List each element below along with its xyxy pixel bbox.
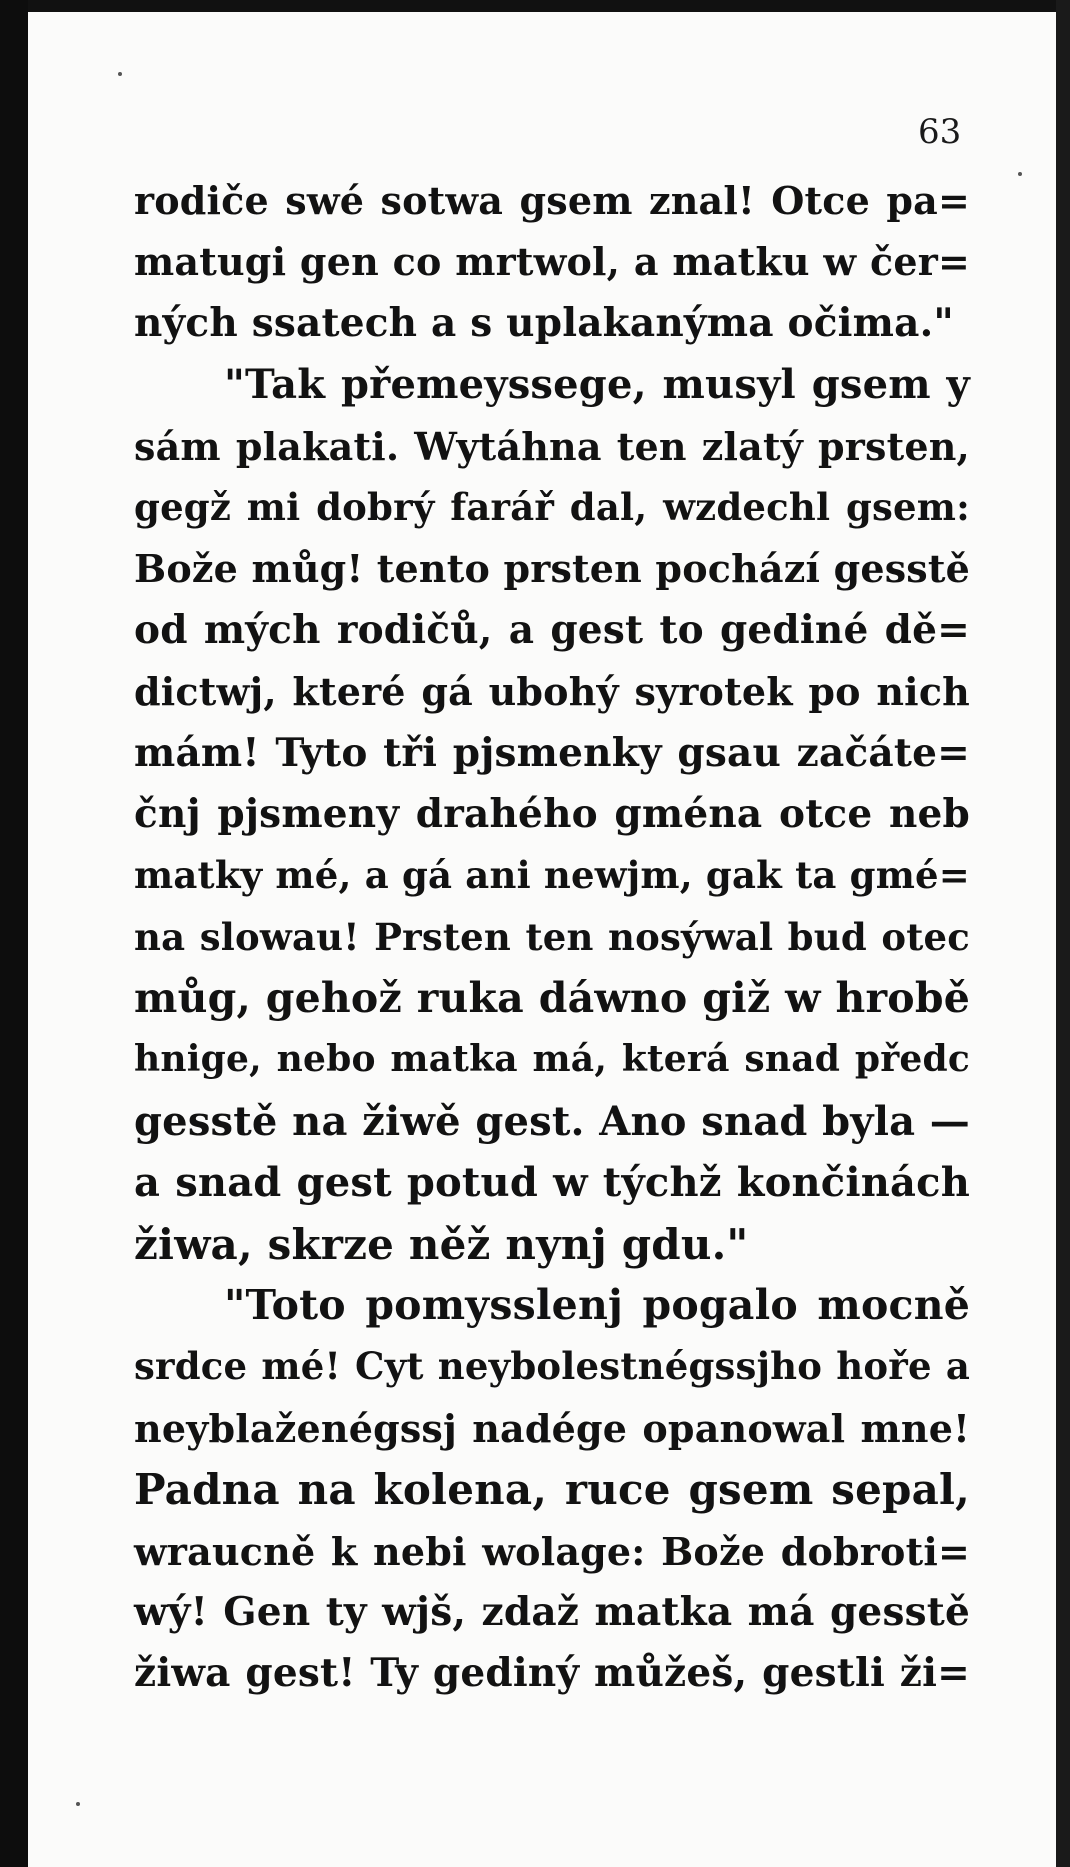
text-line: můg, gehož ruka dáwno giž w hrobě	[134, 974, 970, 1023]
scan-speck	[1018, 172, 1022, 176]
text-line: wraucně k nebi wolage: Bože dobroti=	[134, 1528, 970, 1574]
text-line: wý! Gen ty wjš, zdaž matka má gesstě	[134, 1588, 970, 1635]
text-line: sám plakati. Wytáhna ten zlatý prsten,	[134, 423, 970, 469]
text-line: Bože můg! tento prsten pochází gesstě	[134, 546, 971, 592]
text-line: žiwa, skrze něž nynj gdu."	[134, 1219, 749, 1269]
text-line: a snad gest potud w týchž končinách	[134, 1159, 970, 1207]
text-line: neyblaženégssj nadége opanowal mne!	[134, 1405, 970, 1451]
text-line: "Toto pomysslenj pogalo mocně	[224, 1281, 970, 1330]
text-line: na slowau! Prsten ten nosýwal bud otec	[134, 914, 970, 959]
text-line: dictwj, které gá ubohý syrotek po nich	[134, 669, 970, 715]
scan-left-edge	[0, 0, 28, 1867]
text-line: čnj pjsmeny drahého gména otce neb	[134, 790, 970, 837]
text-line: gesstě na žiwě gest. Ano snad byla —	[134, 1097, 970, 1145]
text-line: hnige, nebo matka má, která snad předc	[134, 1038, 970, 1081]
page-number: 63	[918, 112, 962, 152]
text-line: žiwa gest! Ty gediný můžeš, gestli ži=	[134, 1650, 970, 1697]
text-line: Padna na kolena, ruce gsem sepal,	[134, 1465, 970, 1515]
page-text	[134, 170, 970, 1705]
text-line: gegž mi dobrý farář dal, wzdechl gsem:	[134, 484, 970, 529]
scan-top-edge	[28, 0, 1070, 12]
text-line: ných ssatech a s uplakanýma očima."	[134, 299, 954, 346]
book-page	[28, 12, 1056, 1867]
text-line: matugi gen co mrtwol, a matku w čer=	[134, 239, 970, 285]
scan-speck	[118, 72, 122, 76]
text-line: srdce mé! Cyt neybolestnégssjho hoře a	[134, 1344, 970, 1389]
scan-right-edge	[1056, 0, 1070, 1867]
text-line: mám! Tyto tři pjsmenky gsau začáte=	[134, 729, 970, 776]
scan-speck	[76, 1802, 80, 1806]
text-line: rodiče swé sotwa gsem znal! Otce pa=	[134, 178, 970, 223]
text-line: matky mé, a gá ani newjm, gak ta gmé=	[134, 853, 970, 898]
text-line: "Tak přemeyssege, musyl gsem y	[224, 361, 970, 409]
text-line: od mých rodičů, a gest to gediné dě=	[134, 606, 970, 653]
